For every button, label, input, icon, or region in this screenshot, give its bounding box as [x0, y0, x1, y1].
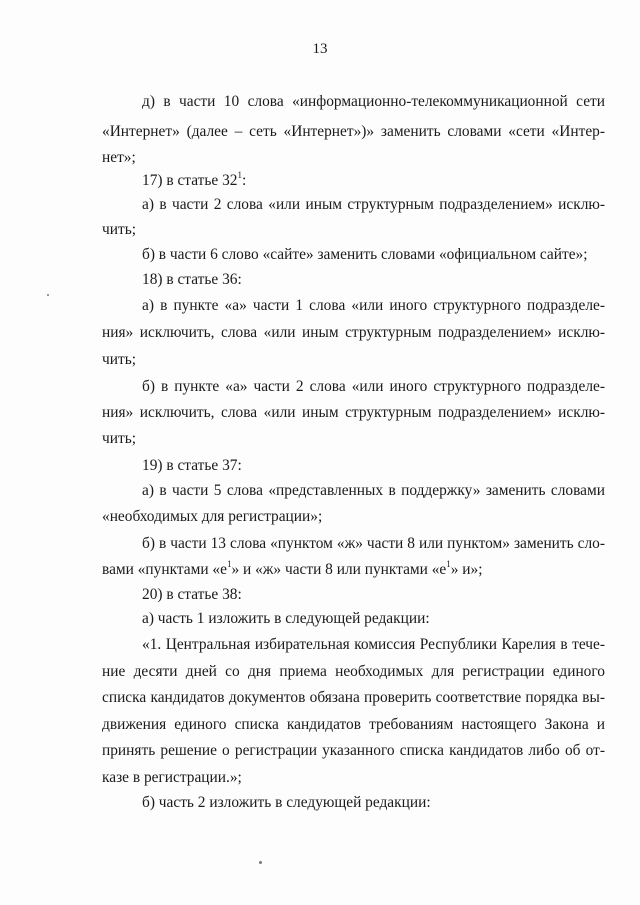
superscript: 1	[226, 559, 232, 569]
text-line: 19) в статье 37:	[142, 457, 242, 474]
text-line: чить;	[102, 351, 136, 368]
text-line: 20) в статье 38:	[142, 586, 242, 603]
text-line: б) в части 6 слово «сайте» заменить словами «официальном сайте»;	[142, 246, 588, 263]
text-line: ния» исключить, слова «или иным структурным подразделением» исклю-	[102, 324, 605, 341]
text-line: чить;	[102, 430, 136, 447]
text-line	[102, 561, 605, 579]
text-fragment: » и «ж» части 8 или пунктами «е	[231, 561, 447, 578]
text-fragment: » и»;	[450, 561, 483, 578]
text-line: а) в пункте «а» части 1 слова «или иного структурного подразделе-	[142, 297, 605, 314]
text-line: казе в регистрации.»;	[102, 769, 242, 786]
superscript: 1	[446, 559, 451, 569]
text-fragment: 17) в статье 32	[142, 172, 238, 189]
text-line: б) в пункте «а» части 2 слова «или иного структурного подразделе-	[142, 378, 605, 395]
text-line	[142, 172, 605, 190]
text-line: нет»;	[102, 149, 136, 166]
text-line: движения единого списка кандидатов требованиям настоящего Закона и	[102, 716, 605, 733]
text-line: 18) в статье 36:	[142, 271, 242, 288]
text-line: а) часть 1 изложить в следующей редакции:	[142, 610, 430, 627]
superscript: 1	[237, 170, 242, 180]
text-line: списка кандидатов документов обязана проверить соответствие порядка вы-	[102, 689, 605, 706]
text-line: принять решение о регистрации указанного списка кандидатов либо об от-	[102, 742, 605, 759]
text-line: б) в части 13 слова «пунктом «ж» части 8 или пунктом» заменить сло-	[142, 535, 605, 552]
scan-speck	[47, 294, 49, 296]
text-fragment: :	[241, 172, 247, 189]
text-line: «необходимых для регистрации»;	[102, 508, 323, 525]
text-fragment: вами «пунктами «е	[102, 561, 227, 578]
text-line: б) часть 2 изложить в следующей редакции:	[142, 794, 431, 811]
text-line: д) в части 10 слова «информационно-телекоммуникационной сети	[142, 93, 605, 110]
text-line: ния» исключить, слова «или иным структурным подразделением» исклю-	[102, 404, 605, 421]
scan-speck	[259, 861, 262, 864]
page-number: 13	[312, 41, 328, 57]
text-line: а) в части 5 слова «представленных в поддержку» заменить словами	[142, 482, 605, 499]
text-line: чить;	[102, 221, 136, 238]
text-line: «Интернет» (далее – сеть «Интернет»)» заменить словами «сети «Интер-	[102, 123, 605, 140]
text-line: «1. Центральная избирательная комиссия Республики Карелия в тече-	[142, 636, 605, 653]
text-line: ние десяти дней со дня приема необходимых для регистрации единого	[102, 663, 605, 680]
text-line: а) в части 2 слова «или иным структурным подразделением» исклю-	[142, 196, 605, 213]
